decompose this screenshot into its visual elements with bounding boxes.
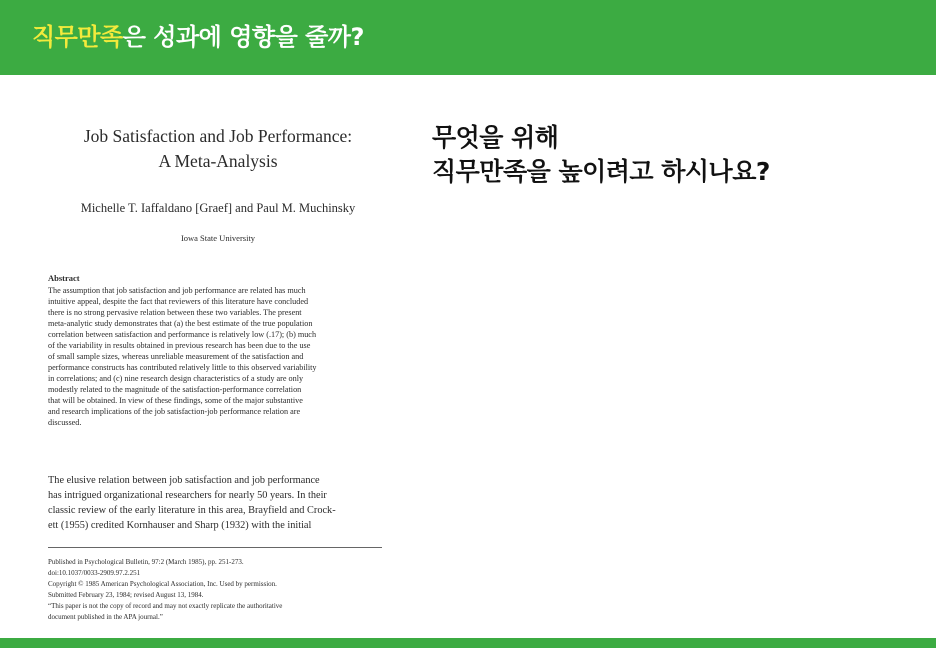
- question-line-1: 무엇을 위해: [432, 123, 559, 152]
- paper-excerpt-image: [32, 100, 404, 630]
- body-line: The elusive relation between job satisfaction and job performance: [48, 475, 320, 486]
- abstract-line: modestly related to the magnitude of the satisfaction-performance correlation: [48, 385, 302, 394]
- abstract-line: of the variability in results obtained in previous research has been due to the use: [48, 341, 311, 350]
- abstract-line: correlation between satisfaction and performance is relatively low (.17); (b) much: [48, 330, 317, 339]
- header-bar: [0, 0, 936, 75]
- footnote-line: Copyright © 1985 American Psychological Association, Inc. Used by permission.: [48, 580, 277, 588]
- paper-authors: Michelle T. Iaffaldano [Graef] and Paul M. Muchinsky: [80, 201, 356, 215]
- abstract-line: and research implications of the job satisfaction-job performance relation are: [48, 407, 301, 416]
- abstract-line: of small sample sizes, whereas unreliable measurement of the satisfaction and: [48, 352, 304, 361]
- abstract-line: The assumption that job satisfaction and job performance are related has much: [48, 286, 306, 295]
- question-line-2: 직무만족을 높이려고 하시나요?: [432, 157, 770, 186]
- abstract-line: there is no strong pervasive relation between these two variables. The present: [48, 308, 302, 317]
- paper-title-line-2: A Meta-Analysis: [158, 151, 278, 171]
- slide-title-rest: 은 성과에 영향을 줄까?: [122, 23, 364, 51]
- abstract-heading: Abstract: [48, 273, 80, 283]
- footnote-line: doi:10.1037/0033-2909.97.2.251: [48, 569, 141, 577]
- abstract-line: performance constructs has contributed relatively little to this observed variability: [48, 363, 317, 372]
- body-line: has intrigued organizational researchers for nearly 50 years. In their: [48, 490, 327, 501]
- footnote-line: document published in the APA journal.”: [48, 613, 163, 621]
- paper-title-line-1: Job Satisfaction and Job Performance:: [83, 126, 353, 146]
- abstract-line: that will be obtained. In view of these findings, some of the major substantive: [48, 396, 303, 405]
- slide-title-highlight: 직무만족: [32, 23, 123, 51]
- paper-title: [32, 124, 404, 174]
- footnote-line: “This paper is not the copy of record and may not exactly replicate the authoritative: [48, 602, 283, 610]
- footnote-line: Submitted February 23, 1984; revised August 13, 1984.: [48, 591, 204, 599]
- abstract-line: discussed.: [48, 418, 82, 427]
- slide-title: [32, 22, 364, 52]
- abstract-line: intuitive appeal, despite the fact that reviewers of this literature have concluded: [48, 297, 309, 306]
- body-line: classic review of the early literature in this area, Brayfield and Crock-: [48, 505, 336, 516]
- question-heading: [432, 121, 770, 189]
- paper-affiliation: Iowa State University: [180, 233, 256, 243]
- footnote-divider: [48, 547, 382, 548]
- abstract-line: meta-analytic study demonstrates that (a) the best estimate of the true population: [48, 319, 313, 328]
- footnote-line: Published in Psychological Bulletin, 97:2 (March 1985), pp. 251-273.: [48, 558, 244, 566]
- footer-bar: [0, 638, 936, 648]
- body-line: ett (1955) credited Kornhauser and Sharp (1932) with the initial: [48, 520, 312, 531]
- abstract-line: in correlations; and (c) nine research design characteristics of a study are only: [48, 374, 304, 383]
